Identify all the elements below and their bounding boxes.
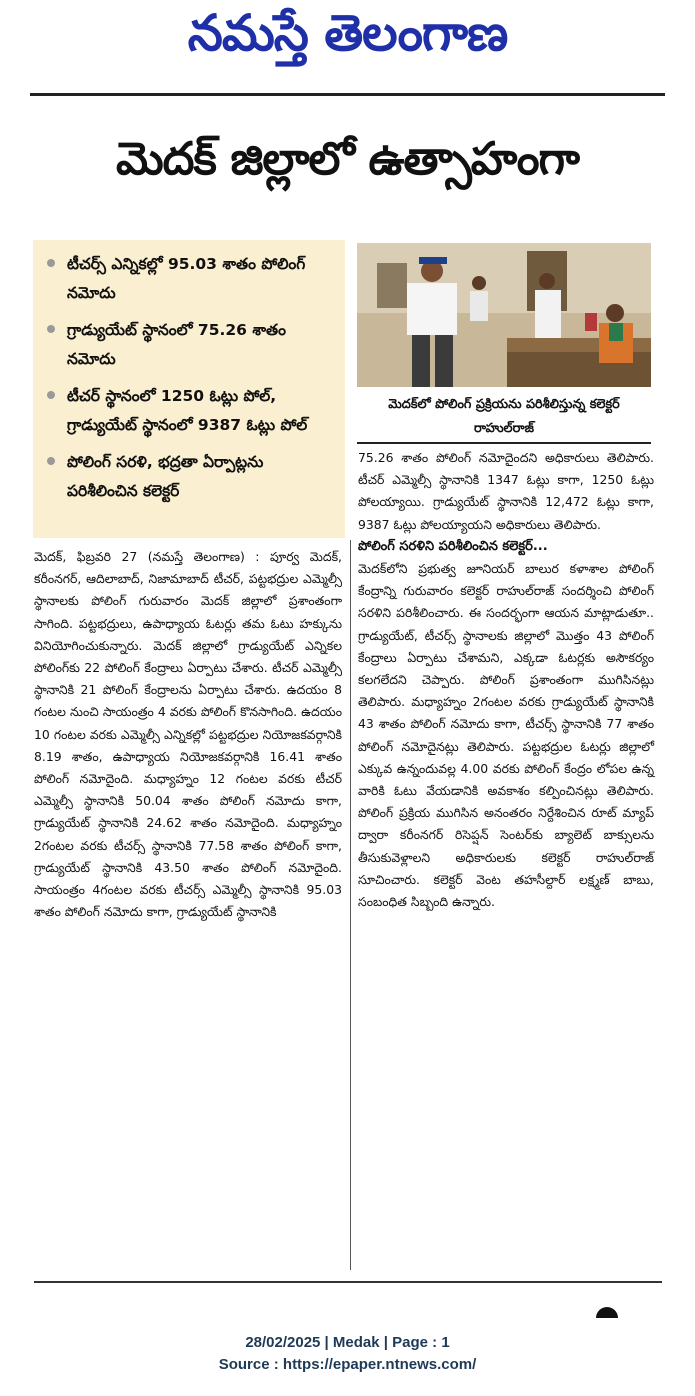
highlight-item xyxy=(47,316,337,374)
highlight-text: టీచర్‌ స్థానంలో 1250 ఓట్లు పోల్‌, గ్రాడ్యుయేట్‌ స్థానంలో 9387 ఓట్లు పోల్‌ xyxy=(67,387,308,434)
highlight-text: గ్రాడ్యుయేట్‌ స్థానంలో 75.26 శాతం నమోదు xyxy=(67,321,286,368)
masthead-title: నమస్తే తెలంగాణ xyxy=(187,4,508,62)
highlights-box xyxy=(33,240,345,538)
column-divider xyxy=(350,540,351,1270)
article-column-left xyxy=(34,546,342,923)
article-paragraph: మెదక్‌లోని ప్రభుత్వ జూనియర్‌ బాలుర కళాశాల పోలింగ్‌ కేంద్రాన్ని గురువారం కలెక్టర్‌ రాహుల్‌రాజ్‌ సందర్శించి పోలింగ్‌ సరళిని పరిశీలించారు. ఈ సందర్భంగా ఆయన మాట్లాడుతూ.. గ్రాడ్యుయేట్‌, టీచర్స్‌ స్థానాలకు జిల్లాలో మొత్తం 43 పోలింగ్‌ కేంద్రాలు ఏర్పాటు చేశామని, ఎక్కడా ఓటర్లకు అసౌకర్యం కలగలేదని చెప్పారు. పోలింగ్‌ ప్రశాంతంగా ముగిసినట్లు తెలిపారు. మధ్యాహ్నం 2గంటల వరకు గ్రాడ్యుయేట్‌ స్థానానికి 43 శాతం పోలింగ్‌ నమోదు కాగా, టీచర్స్‌ స్థానానికి 77 శాతం పోలింగ్‌ నమోదైనట్లు తెలిపారు. పట్టభద్రుల ఓటర్లు జిల్లాలో ఎక్కువ ఉన్నందువల్ల 4.00 వరకు పోలింగ్‌ కేంద్రం లోపల ఉన్న వారికి ఓటు వేయడానికి అవకాశం కల్పించినట్లు తెలిపారు. పోలింగ్‌ ప్రక్రియ ముగిసిన అనంతరం నిర్దేశించిన రూట్‌ మ్యాప్‌ ద్వారా కరీంనగర్‌ రిసెప్షన్‌ సెంటర్‌కు బ్యాలెట్‌ బాక్సులను తీసుకువెళ్లాలని అధికారులకు కలెక్టర్‌ రాహుల్‌రాజ్‌ సూచించారు. కలెక్టర్‌ వెంట తహసీల్దార్‌ లక్ష్మణ్‌ బాబు, సంబంధిత సిబ్బంది ఉన్నారు. xyxy=(358,561,654,910)
article-paragraph: 75.26 శాతం పోలింగ్‌ నమోదైందని అధికారులు తెలిపారు. టీచర్‌ ఎమ్మెల్సీ స్థానానికి 1347 ఓట్లు కాగా, 1250 ఓట్లు పోలయ్యాయి. గ్రాడ్యుయేట్‌ స్థానానికి 12,472 ఓట్లు కాగా, 9387 ఓట్లు పోలయ్యాయని అధికారులు తెలిపారు. xyxy=(358,450,654,532)
highlight-item xyxy=(47,250,337,308)
bullet-icon xyxy=(47,391,55,399)
headline: మెదక్‌ జిల్లాలో ఉత్సాహంగా xyxy=(115,132,580,185)
masthead-rule xyxy=(30,93,665,96)
highlight-text: టీచర్స్‌ ఎన్నికల్లో 95.03 శాతం పోలింగ్‌ నమోదు xyxy=(67,255,306,302)
bottom-rule xyxy=(34,1281,662,1283)
highlight-item xyxy=(47,382,337,440)
news-photo xyxy=(357,243,651,387)
bullet-icon xyxy=(47,457,55,465)
page-corner-mark xyxy=(596,1307,618,1329)
highlight-text: పోలింగ్‌ సరళి, భద్రతా ఏర్పాట్లను పరిశీలించిన కలెక్టర్‌ xyxy=(67,453,264,500)
article-subhead: పోలింగ్‌ సరళిని పరిశీలించిన కలెక్టర్‌... xyxy=(358,538,548,554)
bullet-icon xyxy=(47,259,55,267)
article-column-right xyxy=(358,447,654,913)
footer-dateline: 28/02/2025 | Medak | Page : 1 xyxy=(245,1334,450,1351)
caption-rule xyxy=(357,442,651,444)
highlight-item xyxy=(47,448,337,506)
footer-source: Source : https://epaper.ntnews.com/ xyxy=(218,1356,477,1373)
bullet-icon xyxy=(47,325,55,333)
polling-photo-illustration xyxy=(357,243,651,387)
photo-caption: మెదక్‌లో పోలింగ్‌ ప్రక్రియను పరిశీలిస్తున్న కలెక్టర్‌ రాహుల్‌రాజ్‌ xyxy=(388,397,620,436)
masthead xyxy=(0,0,695,90)
article-paragraph: మెదక్‌, ఫిబ్రవరి 27 (నమస్తే తెలంగాణ) : పూర్వ మెదక్‌, కరీంనగర్‌, ఆదిలాబాద్‌, నిజామాబాద్‌ టీచర్‌, పట్టభద్రుల ఎమ్మెల్సీ స్థానాలకు పోలింగ్‌ గురువారం మెదక్‌ జిల్లాలో ప్రశాంతంగా సాగింది. పట్టభద్రులు, ఉపాధ్యాయ ఓటర్లు తమ ఓటు హక్కును వినియోగించుకున్నారు. మెదక్‌ జిల్లాలో గ్రాడ్యుయేట్‌ ఎన్నికల పోలింగ్‌కు 22 పోలింగ్‌ కేంద్రాలు ఏర్పాటు చేశారు. టీచర్‌ ఎమ్మెల్సీ స్థానానికి 21 పోలింగ్‌ కేంద్రాలను ఏర్పాటు చేశారు. ఉదయం 8 గంటల నుంచి సాయంత్రం 4 వరకు పోలింగ్‌ కొనసాగింది. ఉదయం 10 గంటల వరకు ఎమ్మెల్సీ ఎన్నికల్లో పట్టభద్రుల నియోజకవర్గానికి 8.19 శాతం, ఉపాధ్యాయ నియోజకవర్గానికి 16.41 శాతం పోలింగ్‌ నమోదైంది. మధ్యాహ్నం 12 గంటల వరకు టీచర్‌ ఎమ్మెల్సీ స్థానానికి 50.04 శాతం పోలింగ్‌ నమోదు కాగా, గ్రాడ్యుయేట్‌ స్థానానికి 24.62 శాతం నమోదైంది. మధ్యాహ్నం 2గంటల వరకు టీచర్స్‌ స్థానానికి 77.58 శాతం పోలింగ్‌ కాగా, గ్రాడ్యుయేట్‌ స్థానానికి 43.50 శాతం పోలింగ్‌ నమోదైంది. సాయంత్రం 4గంటల వరకు టీచర్స్‌ ఎమ్మెల్సీ స్థానానికి 95.03 శాతం పోలింగ్‌ నమోదు కాగా, గ్రాడ్యుయేట్‌ స్థానానికి xyxy=(34,549,342,920)
